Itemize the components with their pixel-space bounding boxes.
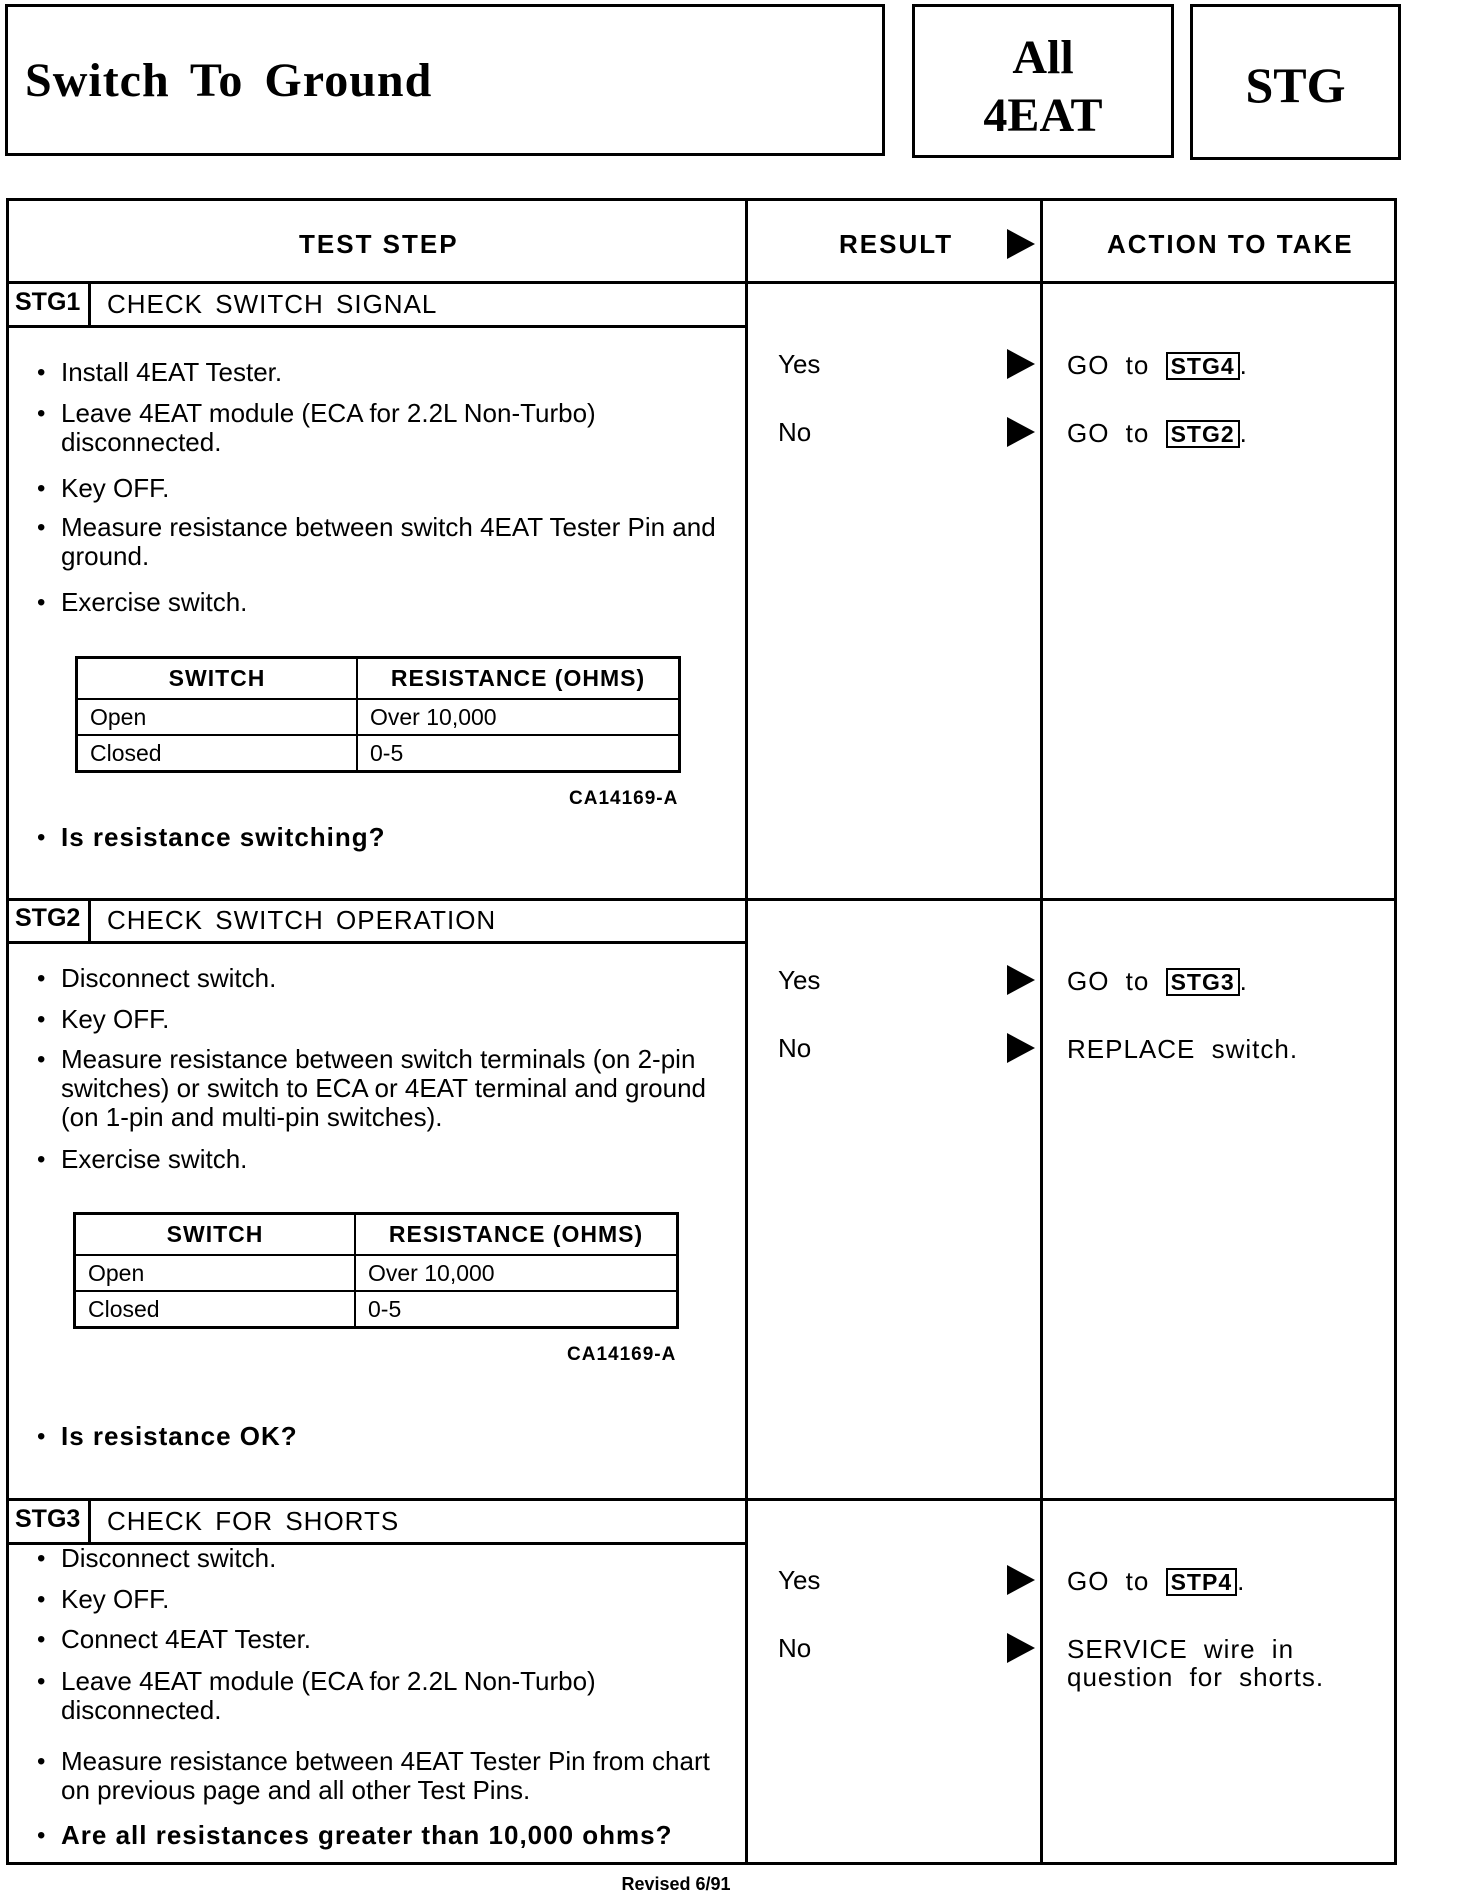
scope-line-2: 4EAT [983, 89, 1103, 142]
list-item: • Install 4EAT Tester. [37, 357, 283, 387]
bullet-icon: • [37, 1626, 46, 1653]
step-header-stg2 [9, 899, 745, 944]
arrow-right-icon [1007, 1565, 1035, 1595]
procedure-code: STG [1245, 57, 1346, 113]
list-item: • Key OFF. [37, 1004, 170, 1034]
step-code-divider [88, 283, 91, 325]
table-cell-switch: Closed [77, 735, 358, 772]
figure-id: CA14169-A [567, 1344, 677, 1365]
figure-id: CA14169-A [569, 788, 679, 809]
table-row [75, 1291, 678, 1328]
code-box [1190, 4, 1401, 160]
column-header-action: ACTION TO TAKE [1107, 229, 1354, 259]
bullet-icon: • [37, 400, 46, 427]
action-replace-switch: REPLACE switch. [1067, 1034, 1299, 1064]
table-cell-resistance: Over 10,000 [357, 699, 680, 735]
table-row [77, 735, 680, 772]
resistance-table [73, 1212, 679, 1329]
step-title: CHECK FOR SHORTS [107, 1506, 400, 1536]
list-item: • Exercise switch. [37, 1144, 248, 1174]
table-row [77, 699, 680, 735]
table-cell-resistance: Over 10,000 [355, 1255, 678, 1291]
list-item: • Connect 4EAT Tester. [37, 1624, 312, 1654]
step-header-stg1 [9, 283, 745, 328]
step-question: • Are all resistances greater than 10,000 ohms? [37, 1820, 673, 1850]
list-item: • Leave 4EAT module (ECA for 2.2L Non-Turbo) disconnected. [37, 398, 596, 457]
table-cell-resistance: 0-5 [357, 735, 680, 772]
list-item: • Disconnect switch. [37, 963, 277, 993]
page-title: Switch To Ground [25, 54, 433, 107]
bullet-icon: • [37, 359, 46, 386]
bullet-icon: • [37, 824, 46, 851]
step-code: STG1 [15, 288, 81, 316]
step-reference-link[interactable]: STG2 [1166, 420, 1240, 448]
action-go-to: GO to STP4 . [1067, 1566, 1246, 1596]
action-go-to: GO to STG4 . [1067, 350, 1248, 380]
step-reference-link[interactable]: STP4 [1166, 1568, 1238, 1596]
table-cell-resistance: 0-5 [355, 1291, 678, 1328]
bullet-icon: • [37, 475, 46, 502]
arrow-right-icon [1007, 1633, 1035, 1663]
scope-line-1: All [1012, 31, 1074, 84]
arrow-right-icon [1007, 417, 1035, 447]
bullet-icon: • [37, 1545, 46, 1572]
table-header-switch: SWITCH [75, 1214, 356, 1256]
step-question: • Is resistance switching? [37, 822, 386, 852]
column-header-test-step: TEST STEP [299, 229, 459, 259]
bullet-icon: • [37, 1822, 46, 1849]
revision-footer: Revised 6/91 [621, 1874, 731, 1894]
step-code: STG3 [15, 1505, 81, 1533]
bullet-icon: • [37, 1146, 46, 1173]
bullet-icon: • [37, 1748, 46, 1775]
result-header-arrow-icon [1007, 229, 1035, 259]
list-item: • Disconnect switch. [37, 1543, 277, 1573]
bullet-icon: • [37, 1046, 46, 1073]
bullet-icon: • [37, 1006, 46, 1033]
bullet-icon: • [37, 589, 46, 616]
result-yes: Yes [778, 965, 821, 995]
arrow-right-icon [1007, 1033, 1035, 1063]
step-question: • Is resistance OK? [37, 1421, 298, 1451]
result-no: No [778, 417, 812, 447]
test-step-table [6, 198, 1397, 1865]
list-item: • Measure resistance between switch 4EAT Tester Pin and ground. [37, 512, 716, 571]
step-title: CHECK SWITCH SIGNAL [107, 289, 438, 319]
title-box [5, 4, 885, 156]
bullet-icon: • [37, 1423, 46, 1450]
step-code: STG2 [15, 904, 81, 932]
result-yes: Yes [778, 349, 821, 379]
list-item: • Key OFF. [37, 473, 170, 503]
bullet-icon: • [37, 514, 46, 541]
bullet-icon: • [37, 1668, 46, 1695]
column-divider-1 [745, 201, 748, 1862]
result-no: No [778, 1633, 812, 1663]
bullet-icon: • [37, 965, 46, 992]
list-item: • Measure resistance between 4EAT Tester Pin from chart on previous page and all other Test Pins. [37, 1746, 710, 1805]
action-go-to: GO to STG2 . [1067, 418, 1248, 448]
list-item: • Key OFF. [37, 1584, 170, 1614]
bullet-icon: • [37, 1586, 46, 1613]
result-yes: Yes [778, 1565, 821, 1595]
list-item: • Exercise switch. [37, 587, 248, 617]
table-header-resistance: RESISTANCE (OHMS) [355, 1214, 678, 1256]
result-no: No [778, 1033, 812, 1063]
action-go-to: GO to STG3 . [1067, 966, 1248, 996]
step-header-stg3 [9, 1500, 745, 1545]
column-divider-2 [1040, 201, 1043, 1862]
table-header-switch: SWITCH [77, 658, 358, 700]
action-service-wire: SERVICE wire in question for shorts. [1067, 1634, 1325, 1692]
step-code-divider [88, 899, 91, 941]
table-row [75, 1255, 678, 1291]
arrow-right-icon [1007, 965, 1035, 995]
step-title: CHECK SWITCH OPERATION [107, 905, 497, 935]
column-header-result: RESULT [839, 229, 954, 259]
step-reference-link[interactable]: STG4 [1166, 352, 1240, 380]
table-cell-switch: Open [77, 699, 358, 735]
scope-box [912, 4, 1174, 158]
table-cell-switch: Closed [75, 1291, 356, 1328]
table-cell-switch: Open [75, 1255, 356, 1291]
arrow-right-icon [1007, 349, 1035, 379]
step-reference-link[interactable]: STG3 [1166, 968, 1240, 996]
list-item: • Measure resistance between switch terminals (on 2-pin switches) or switch to ECA or 4EAT terminal and ground (on 1-pin and multi-pin switches). [37, 1044, 706, 1132]
step-code-divider [88, 1500, 91, 1542]
list-item: • Leave 4EAT module (ECA for 2.2L Non-Turbo) disconnected. [37, 1666, 596, 1725]
resistance-table [75, 656, 681, 773]
table-header-resistance: RESISTANCE (OHMS) [357, 658, 680, 700]
